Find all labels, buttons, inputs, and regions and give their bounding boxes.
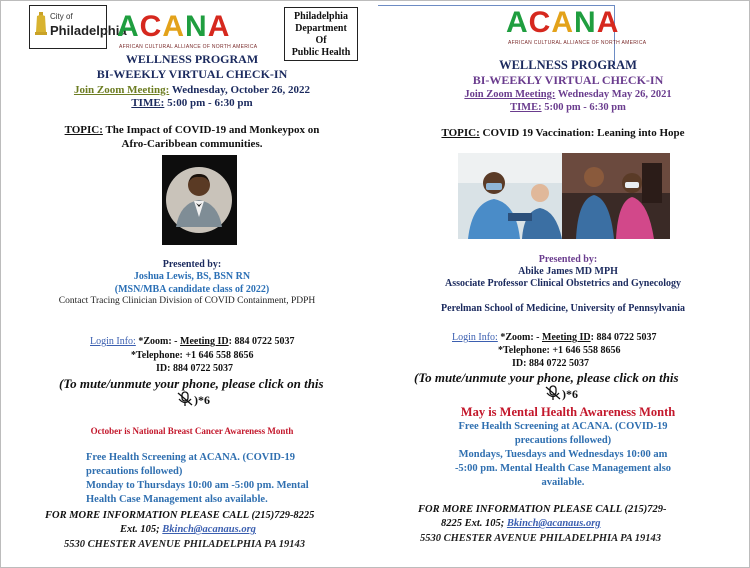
presenter-photo <box>162 155 237 245</box>
zoom-login-line <box>90 336 370 347</box>
zoom-login-line-right <box>452 332 656 343</box>
time-line-right <box>438 102 698 113</box>
city-name-label: Philadelphia <box>50 23 127 38</box>
time-value-right: 5:00 pm - 6:30 pm <box>544 102 626 113</box>
vaccination-photo-2 <box>562 153 670 239</box>
screening-line-4-right: -5:00 pm. Mental Health Case Management also <box>454 463 672 474</box>
presenter-credentials: (MSN/MBA candidate class of 2022) <box>114 284 270 295</box>
pdph-line-4: Public Health <box>291 47 351 58</box>
telephone-line-right: *Telephone: +1 646 558 8656 <box>498 345 621 356</box>
meeting-id-value-right: : 884 0722 5037 <box>590 332 657 343</box>
info-line-1: FOR MORE INFORMATION PLEASE CALL (215)729-8225 <box>45 510 315 521</box>
login-info-link[interactable]: Login Info: <box>90 336 136 347</box>
checkin-title-right: BI-WEEKLY VIRTUAL CHECK-IN <box>472 73 664 87</box>
screening-line-3-right: Mondays, Tuesdays and Wednesdays 10:00 am <box>458 449 668 460</box>
pdph-line-1: Philadelphia <box>294 11 348 22</box>
mute-code: )*6 <box>194 393 210 407</box>
meeting-id-label: Meeting ID <box>180 336 229 347</box>
info-ext: Ext. 105; <box>120 524 160 535</box>
presenter-name: Joshua Lewis, BS, BSN RN <box>133 271 251 282</box>
topic-label: TOPIC: <box>64 124 103 136</box>
acana-tagline-right: AFRICAN CULTURAL ALLIANCE OF NORTH AMERICA <box>508 40 647 46</box>
flyer-left <box>2 2 372 564</box>
microphone-muted-icon <box>176 391 194 407</box>
id-line: ID: 884 0722 5037 <box>156 363 233 374</box>
liberty-bell-icon <box>34 12 48 40</box>
topic-text-right: COVID 19 Vaccination: Leaning into Hope <box>482 127 685 139</box>
screening-line-2: precautions followed) <box>86 466 183 477</box>
checkin-title: BI-WEEKLY VIRTUAL CHECK-IN <box>96 67 288 81</box>
mute-instructions-right: (To mute/unmute your phone, please click on this <box>414 370 679 385</box>
time-label-right: TIME: <box>510 102 542 113</box>
vaccination-scene-image-2 <box>562 153 670 239</box>
mute-code-line <box>176 391 210 408</box>
mute-instructions: (To mute/unmute your phone, please click on this <box>59 376 324 391</box>
zoom-id-prefix: *Zoom: - <box>138 336 178 347</box>
awareness-month-right: May is Mental Health Awareness Month <box>460 405 676 419</box>
time-value: 5:00 pm - 6:30 pm <box>167 97 253 109</box>
meeting-id-label-right: Meeting ID <box>542 332 591 343</box>
info-ext-right: 8225 Ext. 105; <box>441 518 505 529</box>
acana-logo-right: ACANA <box>506 6 620 39</box>
zoom-date: Wednesday, October 26, 2022 <box>171 84 311 96</box>
vaccination-scene-image-1 <box>458 153 562 239</box>
topic-line-1 <box>22 124 362 136</box>
presenter-portrait-image <box>162 155 237 245</box>
id-line-right: ID: 884 0722 5037 <box>512 358 589 369</box>
presenter-affiliation: Contact Tracing Clinician Division of COVID Containment, PDPH <box>58 296 316 306</box>
info-line-1-right: FOR MORE INFORMATION PLEASE CALL (215)729- <box>418 504 667 515</box>
pdph-line-2: Department <box>295 23 347 34</box>
mute-code-line-right <box>544 385 578 402</box>
telephone-line: *Telephone: +1 646 558 8656 <box>131 350 254 361</box>
login-info-link-right[interactable]: Login Info: <box>452 332 498 343</box>
time-label: TIME: <box>131 97 165 109</box>
screening-line-4: Health Case Management also available. <box>86 494 268 505</box>
acana-tagline: AFRICAN CULTURAL ALLIANCE OF NORTH AMERICA <box>119 44 258 50</box>
zoom-id-prefix-right: *Zoom: - <box>500 332 540 343</box>
program-title: WELLNESS PROGRAM <box>125 52 259 66</box>
info-line-2-right <box>441 518 601 529</box>
vaccination-photo-1 <box>458 153 562 239</box>
info-line-2 <box>120 524 256 535</box>
screening-line-1-right: Free Health Screening at ACANA. (COVID-19 <box>458 421 668 432</box>
presented-by-label-right: Presented by: <box>538 254 598 265</box>
time-line <box>62 97 322 109</box>
pdph-line-3: Of <box>315 35 327 46</box>
email-link-right[interactable]: Bkinch@acanaus.org <box>506 518 601 529</box>
screening-line-2-right: precautions followed) <box>514 435 612 446</box>
zoom-date-line <box>42 84 342 96</box>
microphone-muted-icon-right <box>544 385 562 401</box>
join-zoom-link[interactable]: Join Zoom Meeting: <box>73 84 170 96</box>
mute-code-right: )*6 <box>562 387 578 401</box>
screening-line-5-right: available. <box>541 477 585 488</box>
topic-line-2: Afro-Caribbean communities. <box>121 138 263 150</box>
email-link[interactable]: Bkinch@acanaus.org <box>162 524 256 535</box>
presented-by-label: Presented by: <box>162 259 222 270</box>
presenter-title-right: Associate Professor Clinical Obstetrics and Gynecology <box>445 278 681 289</box>
join-zoom-link-right[interactable]: Join Zoom Meeting: <box>464 89 556 100</box>
meeting-id-value: : 884 0722 5037 <box>228 336 295 347</box>
acana-logo: ACANA <box>117 10 231 43</box>
address: 5530 CHESTER AVENUE PHILADELPHIA PA 19143 <box>64 539 306 550</box>
address-right: 5530 CHESTER AVENUE PHILADELPHIA PA 19143 <box>420 533 662 544</box>
program-title-right: WELLNESS PROGRAM <box>499 58 637 72</box>
presenter-affiliation-right: Perelman School of Medicine, University of Pennsylvania <box>441 303 685 314</box>
topic-label-right: TOPIC: <box>441 127 480 139</box>
city-small-label: City of <box>50 12 73 21</box>
zoom-date-line-right <box>418 89 718 100</box>
flyer-right <box>378 2 746 564</box>
topic-line-right <box>388 127 738 139</box>
city-of-philadelphia-logo <box>29 5 127 49</box>
screening-line-3: Monday to Thursdays 10:00 am -5:00 pm. Mental <box>86 480 309 491</box>
pdph-logo <box>284 7 358 61</box>
presenter-name-right: Abike James MD MPH <box>518 266 618 277</box>
awareness-month: October is National Breast Cancer Awareness Month <box>90 426 294 436</box>
zoom-date-right: Wednesday May 26, 2021 <box>557 89 672 100</box>
screening-line-1: Free Health Screening at ACANA. (COVID-19 <box>86 452 296 463</box>
topic-text-1: The Impact of COVID-19 and Monkeypox on <box>105 124 320 136</box>
